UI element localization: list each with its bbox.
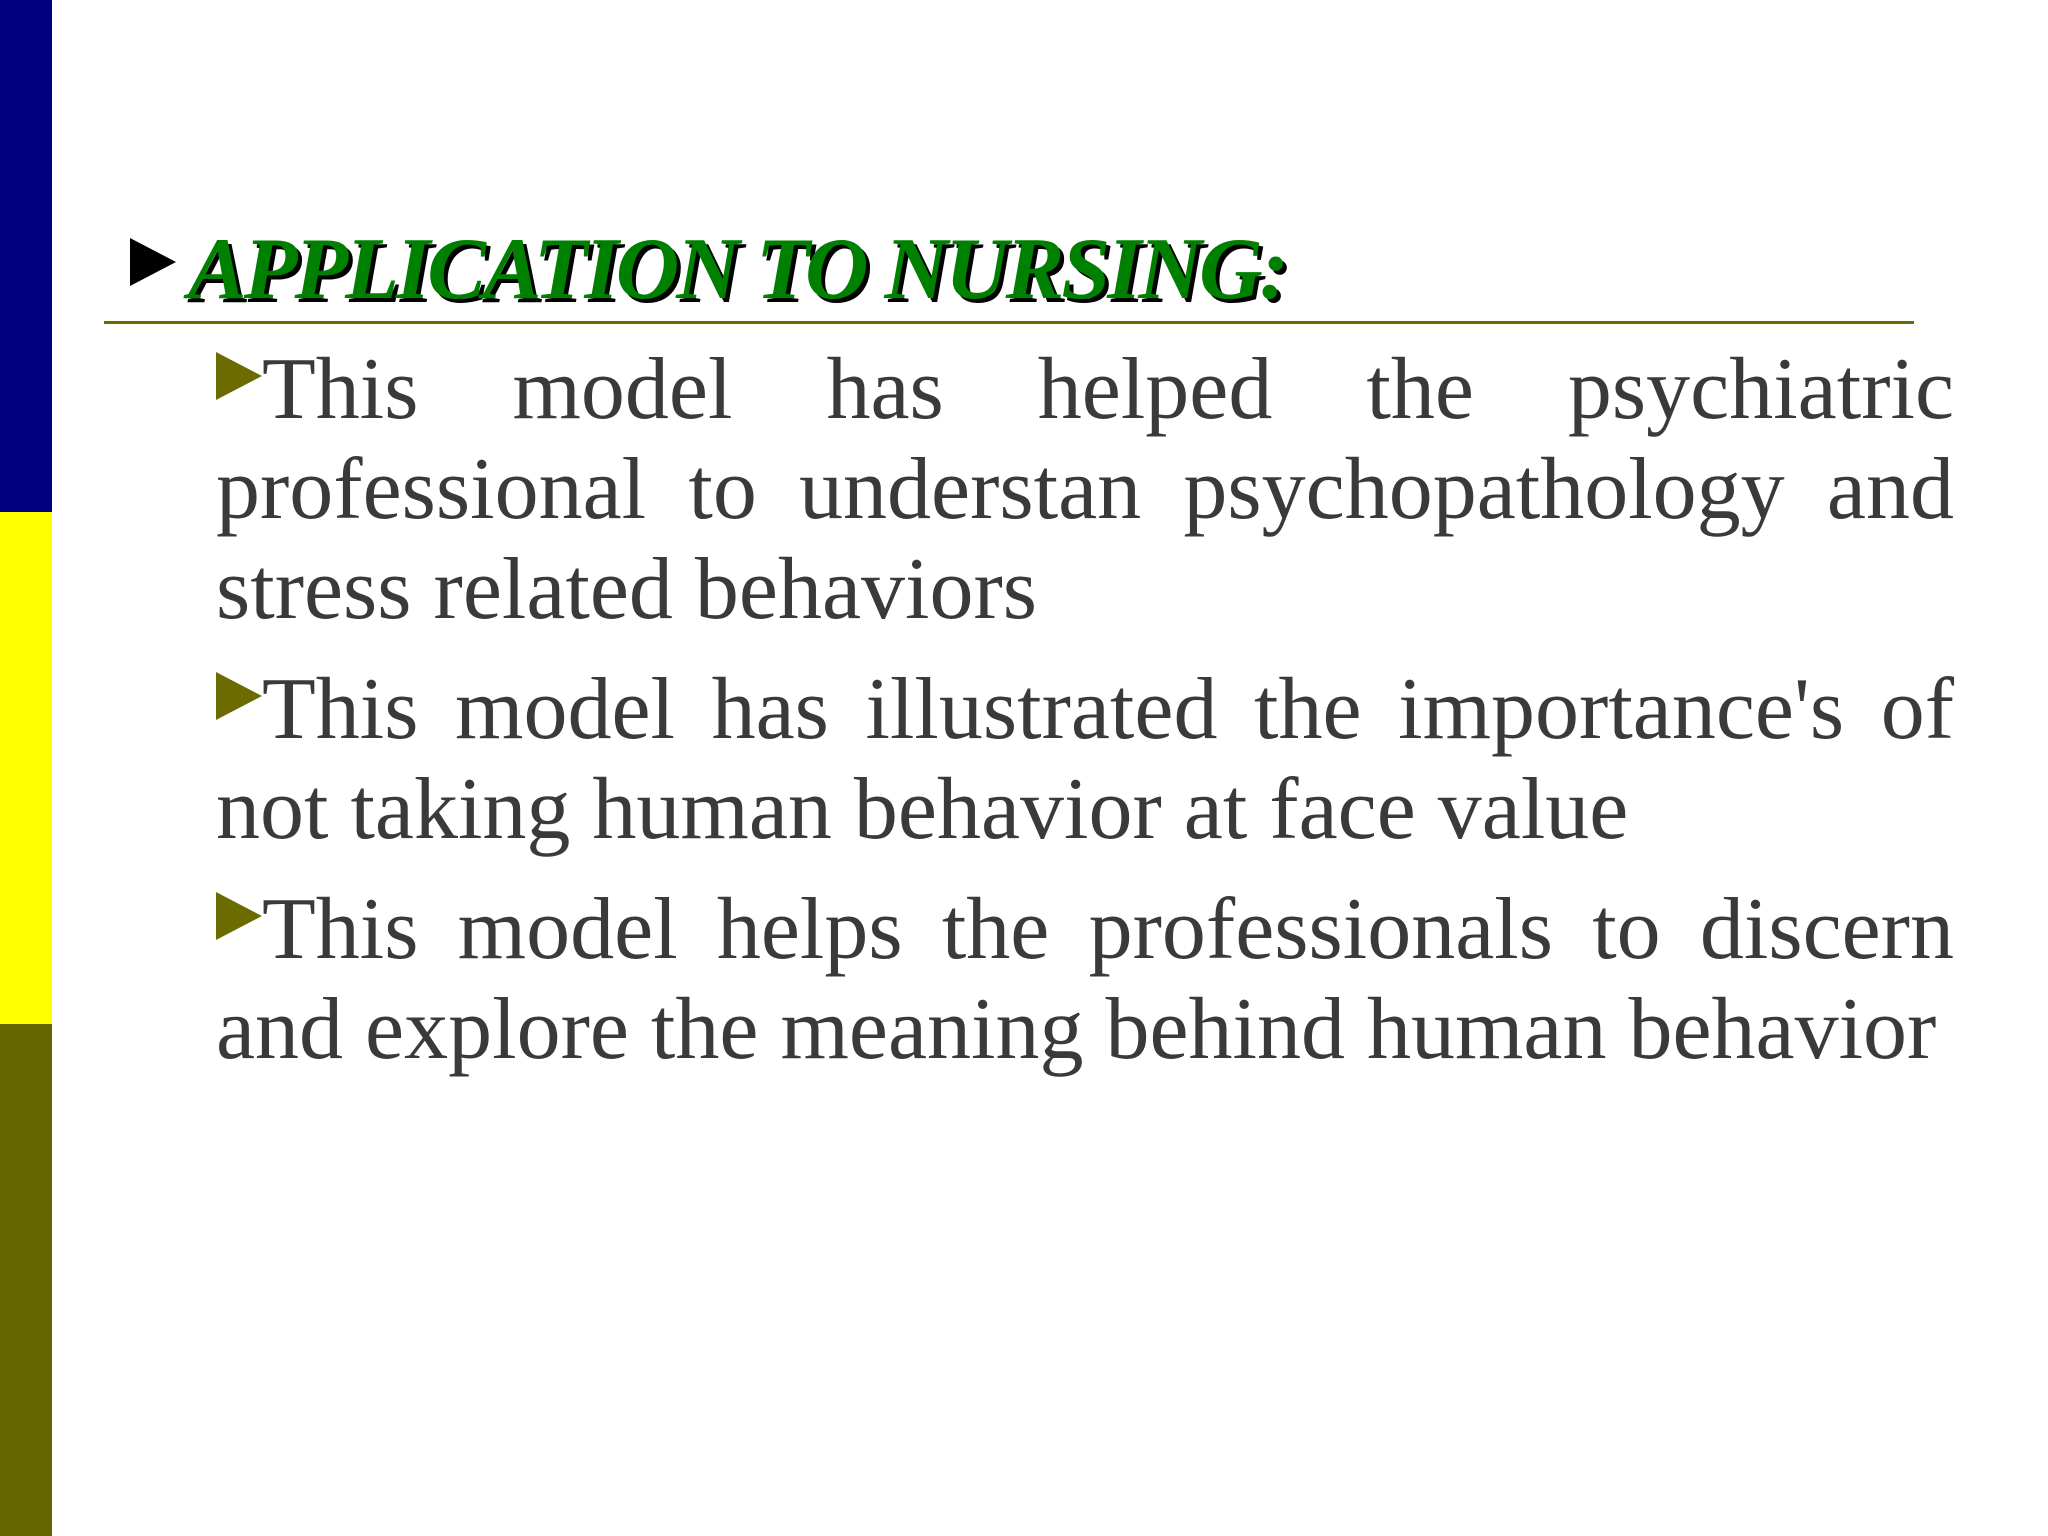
decorative-stripe-olive: [0, 1024, 52, 1536]
triangle-right-icon: [216, 352, 262, 400]
bullet-item: [216, 660, 1954, 860]
slide-title: [130, 220, 1286, 320]
triangle-right-icon: [216, 892, 262, 940]
triangle-right-icon: [130, 238, 176, 286]
decorative-stripe-yellow: [0, 512, 52, 1024]
triangle-right-icon: [216, 672, 262, 720]
slide-title-text: APPLICATION TO NURSING:: [188, 221, 1286, 318]
bullet-item: [216, 880, 1954, 1080]
title-underline: [104, 321, 1914, 324]
bullet-list: [216, 340, 1954, 1100]
bullet-text: This model helps the professionals to discern and explore the meaning behind human behavior: [216, 881, 1954, 1078]
bullet-text: This model has helped the psychiatric professional to understan psychopathology and stress related behaviors: [216, 341, 1954, 638]
bullet-text: This model has illustrated the importance's of not taking human behavior at face value: [216, 661, 1954, 858]
decorative-stripe-navy: [0, 0, 52, 512]
bullet-item: [216, 340, 1954, 640]
